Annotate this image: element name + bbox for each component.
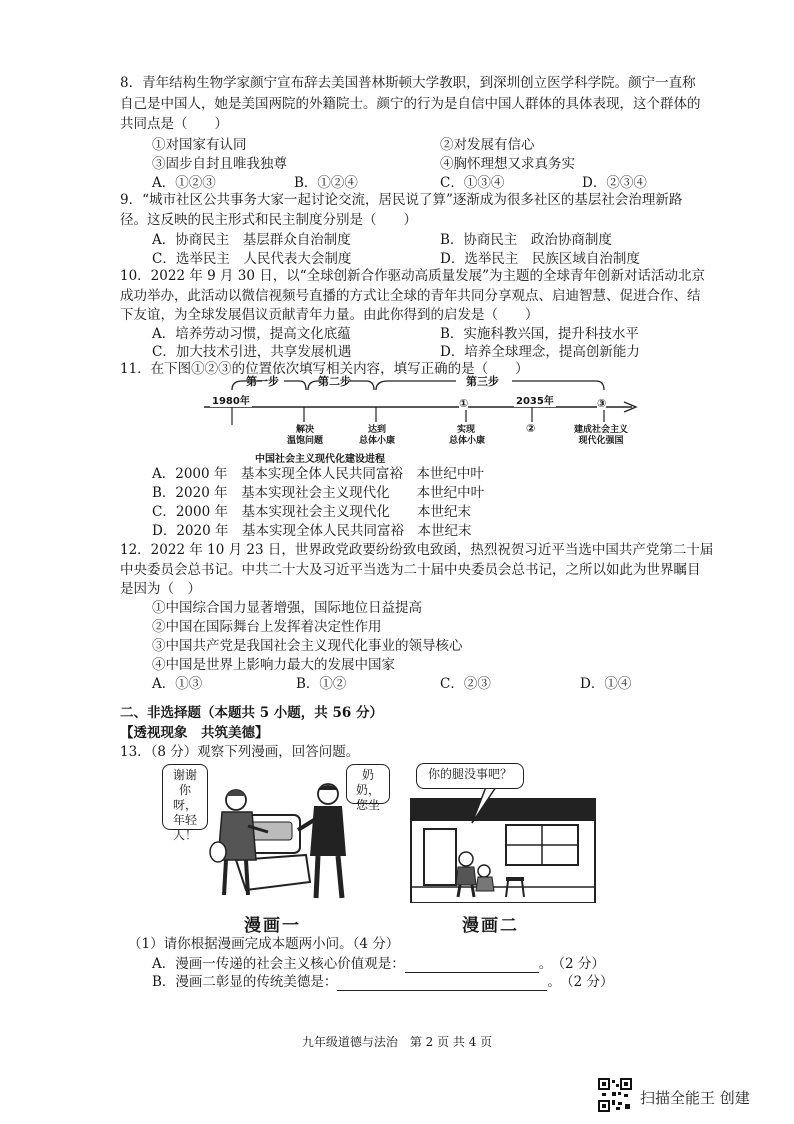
timeline-event2-line2: 总体小康 (358, 436, 395, 446)
page-footer: 九年级道德与法治 第 2 页 共 4 页 (301, 1035, 493, 1049)
q13-sub-b: B．漫画二彰显的传统美德是： 。 （2 分） (152, 974, 614, 990)
q9-option-d: D．选举民主 民族区域自治制度 (440, 251, 640, 267)
q13-sub-a-score: （2 分） (558, 956, 605, 972)
q12-stem-line1: 12．2022 年 10 月 23 日，世界政党政要纷纷致电致函，热烈祝贺习近平当选中国共产党第二十届 (120, 542, 714, 558)
scanner-watermark: 扫描全能王 创建 (640, 1089, 750, 1107)
q10-option-b: B．实施科教兴国，提升科技水平 (440, 326, 639, 342)
timeline-year-1980: 1980年 (212, 396, 250, 407)
timeline-event3-line2: 总体小康 (448, 436, 485, 446)
q12-stem-line3: 是因为（ ） (120, 581, 201, 597)
qr-code-icon (598, 1078, 632, 1112)
q13-sub-a-answer-blank[interactable] (405, 958, 539, 973)
q13-sub-a-text: A．漫画一传递的社会主义核心价值观是： (152, 956, 405, 972)
q8-stem-line3: 共同点是（ ） (120, 116, 228, 132)
q11-stem: 11．在下图①②③的位置依次填写相关内容，填写正确的是（ ） (120, 361, 529, 377)
comic-two (410, 763, 596, 903)
q9-stem-line1: 9．“城市社区公共事务大家一起讨论交流，居民说了算”逐渐成为很多社区的基层社会治理新路 (120, 192, 683, 208)
q12-option-a: A．①③ (152, 676, 203, 692)
q11-option-d: D．2020 年 基本实现全体人民共同富裕 本世纪末 (152, 523, 472, 539)
q10-option-d: D．培养全球理念，提高创新能力 (440, 344, 640, 360)
timeline-marker-1: ① (459, 397, 469, 410)
q11-option-b: B．2020 年 基本实现社会主义现代化 本世纪中叶 (152, 485, 485, 501)
q10-stem-line2: 成功举办，此活动以微信视频号直播的方式让全球的青年共同分享观点、启迪智慧、促进合作、结 (120, 288, 701, 304)
timeline-marker-3: ③ (597, 397, 607, 410)
timeline-step2: 第二步 (318, 375, 351, 388)
timeline-year-2035: 2035年 (516, 396, 554, 407)
q8-option-a: A．①②③ (152, 175, 216, 191)
q8-option-b: B．①②④ (294, 175, 358, 191)
q8-statement-4: ④胸怀理想又求真务实 (440, 156, 575, 172)
timeline-caption: 中国社会主义现代化建设进程 (255, 454, 385, 465)
q9-stem-line2: 径。这反映的民主形式和民主制度分别是（ ） (120, 212, 417, 228)
timeline-step3: 第三步 (466, 375, 499, 388)
timeline-marker-2: ② (526, 422, 536, 435)
q8-option-d: D．②③④ (582, 175, 647, 191)
timeline-event4-line2: 现代化强国 (578, 436, 624, 446)
q12-option-d: D．①④ (580, 676, 632, 692)
q10-option-a: A．培养劳动习惯，提高文化底蕴 (152, 326, 351, 342)
comic-one (160, 760, 380, 910)
comic-one-title: 漫画一 (244, 916, 301, 936)
q13-sub-b-answer-blank[interactable] (337, 976, 547, 991)
q13-sub-a: A．漫画一传递的社会主义核心价值观是： 。 （2 分） (152, 956, 605, 972)
q9-option-c: C．选举民主 人民代表大会制度 (152, 251, 352, 267)
q8-statement-2: ②对发展有信心 (440, 137, 535, 153)
q13-stem: 13．（8 分）观察下列漫画，回答问题。 (120, 744, 360, 760)
q13-sub-b-score: （2 分） (566, 974, 614, 990)
timeline-event2-line1: 达到 (367, 425, 386, 435)
timeline-event1-line1: 解决 (295, 425, 314, 435)
section2-subtitle: 【透视现象 共筑美德】 (120, 725, 269, 741)
q12-statement-3: ③中国共产党是我国社会主义现代化事业的领导核心 (152, 638, 463, 654)
q10-stem-line3: 下友谊，为全球发展倡议贡献青年力量。由此你得到的启发是（ ） (120, 307, 539, 323)
timeline-event3-line1: 实现 (456, 425, 475, 435)
section2-title: 二、非选择题（本题共 5 小题，共 56 分） (120, 705, 383, 721)
q13-sub-b-text: B．漫画二彰显的传统美德是： (152, 974, 338, 990)
timeline-step1: 第一步 (246, 375, 279, 388)
timeline-event4-line1: 建成社会主义 (573, 425, 628, 435)
q11-option-c: C．2000 年 基本实现社会主义现代化 本世纪末 (152, 504, 471, 520)
q8-statement-1: ①对国家有认同 (152, 137, 247, 153)
comic-two-bubble: 你的腿没事吧？ (416, 763, 524, 789)
q12-option-c: C．②③ (440, 676, 491, 692)
q9-option-b: B．协商民主 政治协商制度 (440, 232, 612, 248)
q11-option-a: A．2000 年 基本实现全体人民共同富裕 本世纪中叶 (152, 466, 484, 482)
q12-statement-2: ②中国在国际舞台上发挥着决定性作用 (152, 619, 382, 635)
comic-one-bubble-left: 谢谢你呀，年轻人！ (162, 764, 208, 830)
q8-stem-line2: 自己是中国人，她是美国两院的外籍院士。颜宁的行为是自信中国人群体的具体表现，这个群体的 (120, 96, 701, 112)
q10-stem-line1: 10．2022 年 9 月 30 日，以“全球创新合作驱动高质量发展”为主题的全球青年创新对话活动北京 (120, 268, 706, 284)
q12-option-b: B．①② (296, 676, 347, 692)
q12-statement-1: ①中国综合国力显著增强，国际地位日益提高 (152, 600, 422, 616)
q10-option-c: C．加大技术引进，共享发展机遇 (152, 344, 352, 360)
q9-option-a: A．协商民主 基层群众自治制度 (152, 232, 351, 248)
q8-stem-line1: 8．青年结构生物学家颜宁宣布辞去美国普林斯顿大学教职，到深圳创立医学科学院。颜宁一直称 (120, 75, 696, 91)
timeline-event1-line2: 温饱问题 (286, 436, 323, 446)
q13-sub1: （1）请你根据漫画完成本题两小问。（4 分） (128, 936, 400, 952)
q8-statement-3: ③固步自封且唯我独尊 (152, 156, 287, 172)
comic-two-title: 漫画二 (462, 916, 519, 936)
q12-statement-4: ④中国是世界上影响力最大的发展中国家 (152, 657, 395, 673)
q12-stem-line2: 中央委员会总书记。中共二十大及习近平当选为二十届中央委员会总书记，之所以如此为世界瞩目 (120, 562, 701, 578)
q8-option-c: C．①③④ (440, 175, 505, 191)
comic-one-bubble-right: 奶奶，您坐 (346, 764, 390, 804)
